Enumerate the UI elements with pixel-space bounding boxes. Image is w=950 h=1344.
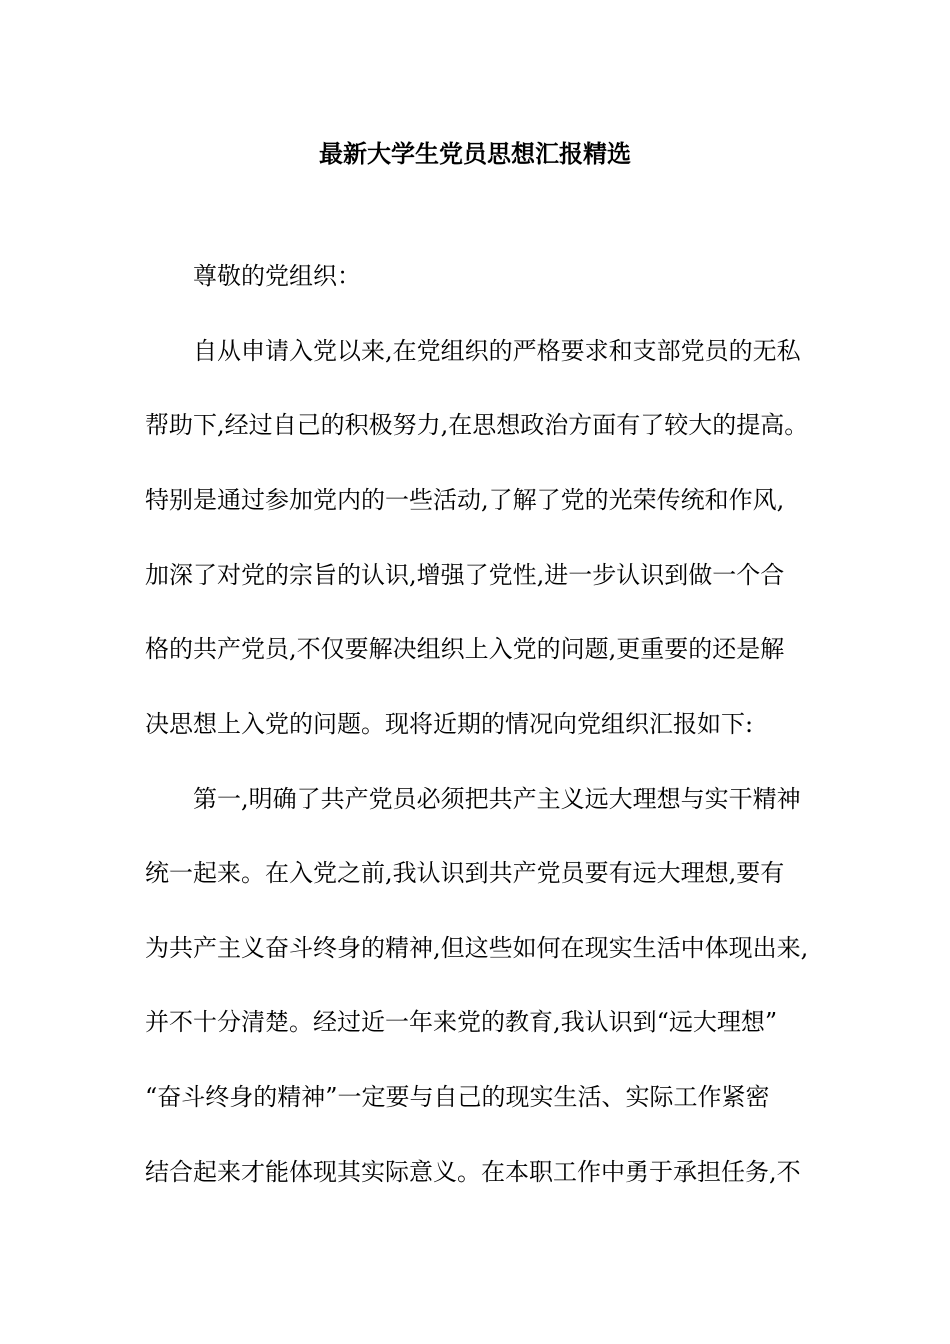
- body-line-8: 统一起来。在入党之前,我认识到共产党员要有远大理想,要有: [145, 859, 785, 887]
- body-line-10: 并不十分清楚。经过近一年来党的教育,我认识到“远大理想”: [145, 1008, 778, 1036]
- body-line-6: 决思想上入党的问题。现将近期的情况向党组织汇报如下:: [145, 710, 754, 738]
- salutation: 尊敬的党组织：: [193, 262, 361, 290]
- body-line-1: 自从申请入党以来,在党组织的严格要求和支部党员的无私: [193, 337, 801, 365]
- body-line-2: 帮助下,经过自己的积极努力,在思想政治方面有了较大的提高。: [145, 411, 809, 439]
- body-line-11: “奋斗终身的精神”一定要与自己的现实生活、实际工作紧密: [145, 1083, 770, 1111]
- body-line-5: 格的共产党员,不仅要解决组织上入党的问题,更重要的还是解: [145, 635, 785, 663]
- body-line-12: 结合起来才能体现其实际意义。在本职工作中勇于承担任务,不: [145, 1158, 801, 1186]
- body-line-7: 第一,明确了共产党员必须把共产主义远大理想与实干精神: [193, 785, 801, 813]
- body-line-9: 为共产主义奋斗终身的精神,但这些如何在现实生活中体现出来,: [145, 934, 809, 962]
- document-title: 最新大学生党员思想汇报精选: [319, 139, 631, 168]
- body-line-3: 特别是通过参加党内的一些活动,了解了党的光荣传统和作风,: [145, 486, 785, 514]
- body-line-4: 加深了对党的宗旨的认识,增强了党性,进一步认识到做一个合: [145, 561, 785, 589]
